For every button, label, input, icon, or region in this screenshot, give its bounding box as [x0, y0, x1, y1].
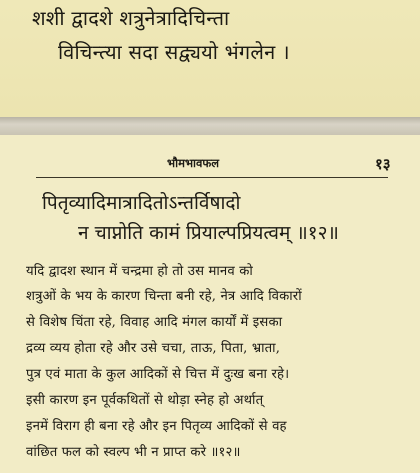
- commentary-line: यदि द्वादश स्थान में चन्द्रमा हो तो उस मानव को: [26, 264, 253, 279]
- commentary-line: इसी कारण इन पूर्वकथितों से थोड़ा स्नेह हो अर्थात्: [26, 393, 264, 408]
- header-rule: [36, 177, 388, 178]
- page-number: १३: [375, 155, 391, 173]
- commentary-line: पुत्र एवं माता के कुल आदिकों से चित्त में दुःख बना रहे।: [26, 367, 290, 382]
- verse-line-1: पितृव्यादिमात्रादितोऽन्तर्विषादो: [42, 192, 241, 214]
- commentary-line: द्रव्य व्यय होता रहे और उसे चचा, ताऊ, पिता, भ्राता,: [26, 341, 281, 356]
- verse-line-2: न चाप्नोति कामं प्रियाल्पप्रियत्वम् ॥१२॥: [78, 222, 339, 244]
- previous-verse-line-1: शशी द्वादशे शत्रुनेत्रादिचिन्ता: [32, 6, 230, 30]
- running-head: भौमभावफल: [167, 156, 220, 170]
- commentary-line: शत्रुओं के भय के कारण चिन्ता बनी रहे, नेत्र आदि विकारों: [26, 289, 302, 304]
- commentary-line: इनमें विराग ही बना रहे और इन पितृव्य आदिकों से वह: [26, 419, 287, 434]
- commentary-line: वांछित फल को स्वल्प भी न प्राप्त करे ॥१२॥: [26, 445, 241, 460]
- book-page: [0, 135, 420, 473]
- commentary-line: से विशेष चिंता रहे, विवाह आदि मंगल कार्यों में इसका: [26, 315, 283, 330]
- page-gap: [0, 117, 420, 135]
- previous-page-fragment: [0, 0, 420, 117]
- previous-verse-line-2: विचिन्त्या सदा सद्व्ययो भंगलेन ।: [58, 40, 290, 64]
